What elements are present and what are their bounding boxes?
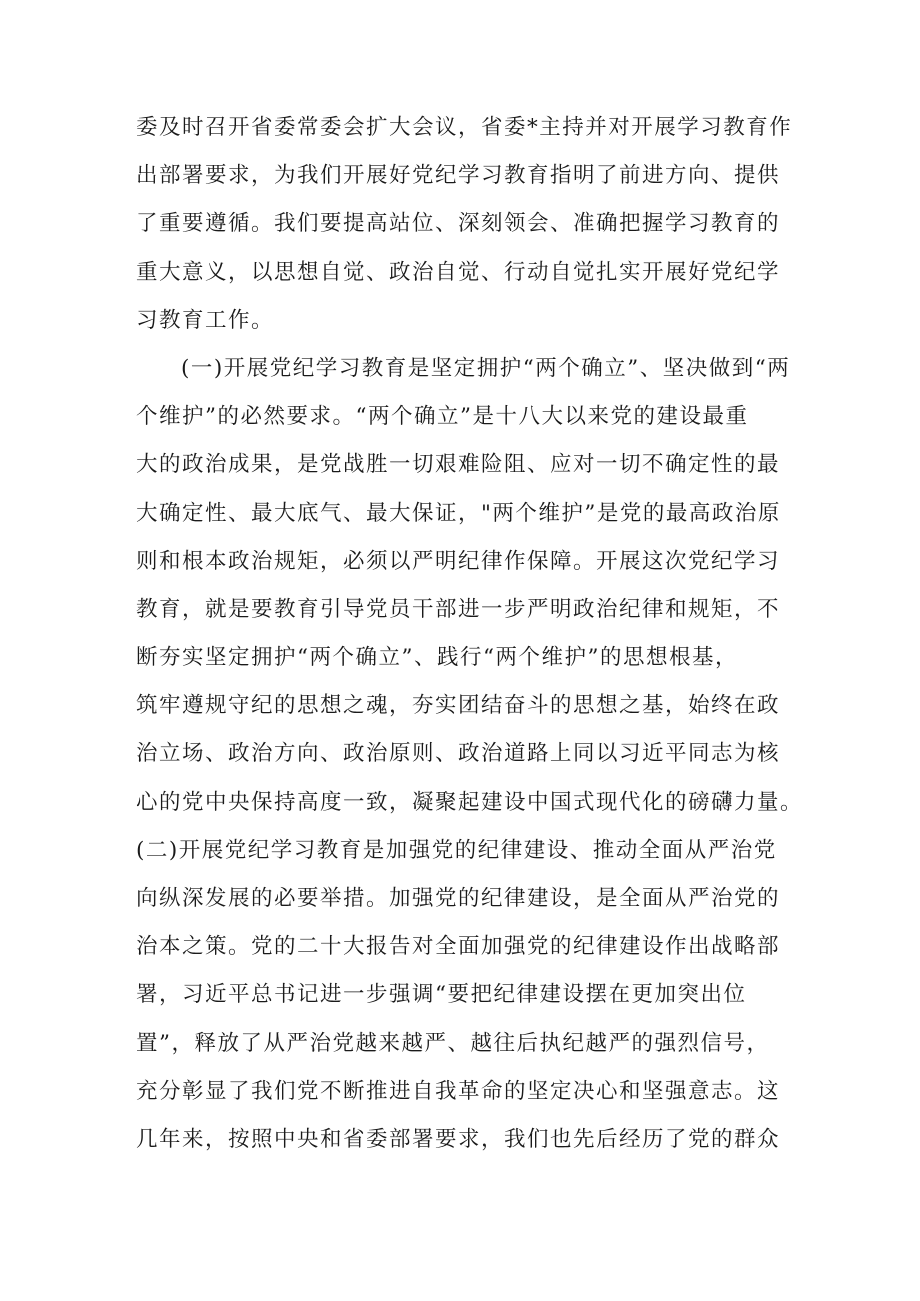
text-line: 习教育工作。: [136, 307, 275, 333]
text-line: 断夯实坚定拥护“两个确立”、践行“两个维护”的思想根基，: [136, 645, 738, 671]
text-line: 大的政治成果，是党战胜一切艰难险阻、应对一切不确定性的最: [136, 452, 781, 478]
text-line: 出部署要求，为我们开展好党纪学习教育指明了前进方向、提供: [136, 163, 781, 189]
text-line: 教育，就是要教育引导党员干部进一步严明政治纪律和规矩，不: [136, 596, 781, 622]
body-text: [136, 104, 804, 1164]
text-line: 委及时召开省委常委会扩大会议，省委*主持并对开展学习教育作: [136, 115, 793, 140]
text-line: 个维护”的必然要求。“两个确立”是十八大以来党的建设最重: [136, 404, 749, 430]
text-line: 重大意义，以思想自觉、政治自觉、行动自觉扎实开展好党纪学: [136, 259, 781, 285]
text-line: 心的党中央保持高度一致，凝聚起建设中国式现代化的磅礴力量。: [136, 789, 804, 815]
text-line: 了重要遵循。我们要提高站位、深刻领会、准确把握学习教育的: [136, 211, 781, 237]
text-line: 几年来，按照中央和省委部署要求，我们也先后经历了党的群众: [136, 1126, 781, 1152]
text-line: 则和根本政治规矩，必须以严明纪律作保障。开展这次党纪学习: [136, 548, 781, 574]
section-heading-2: (二)开展党纪学习教育是加强党的纪律建设、推动全面从严治党: [136, 837, 777, 863]
text-line: 向纵深发展的必要举措。加强党的纪律建设，是全面从严治党的: [136, 886, 781, 911]
text-line: 治立场、政治方向、政治原则、政治道路上同以习近平同志为核: [136, 741, 781, 767]
text-line: 筑牢遵规守纪的思想之魂，夯实团结奋斗的思想之基，始终在政: [136, 693, 781, 719]
text-line: 置”，释放了从严治党越来越严、越往后执纪越严的强烈信号，: [136, 1030, 770, 1056]
section-heading-1: (一)开展党纪学习教育是坚定拥护“两个确立”、坚决做到“两: [181, 355, 791, 381]
text-line: 治本之策。党的二十大报告对全面加强党的纪律建设作出战略部: [136, 934, 781, 960]
text-line: 大确定性、最大底气、最大保证，"两个维护”是党的最高政治原: [136, 500, 781, 526]
text-line: 充分彰显了我们党不断推进自我革命的坚定决心和坚强意志。这: [136, 1078, 781, 1104]
text-line: 署，习近平总书记进一步强调“要把纪律建设摆在更加突出位: [136, 982, 747, 1008]
